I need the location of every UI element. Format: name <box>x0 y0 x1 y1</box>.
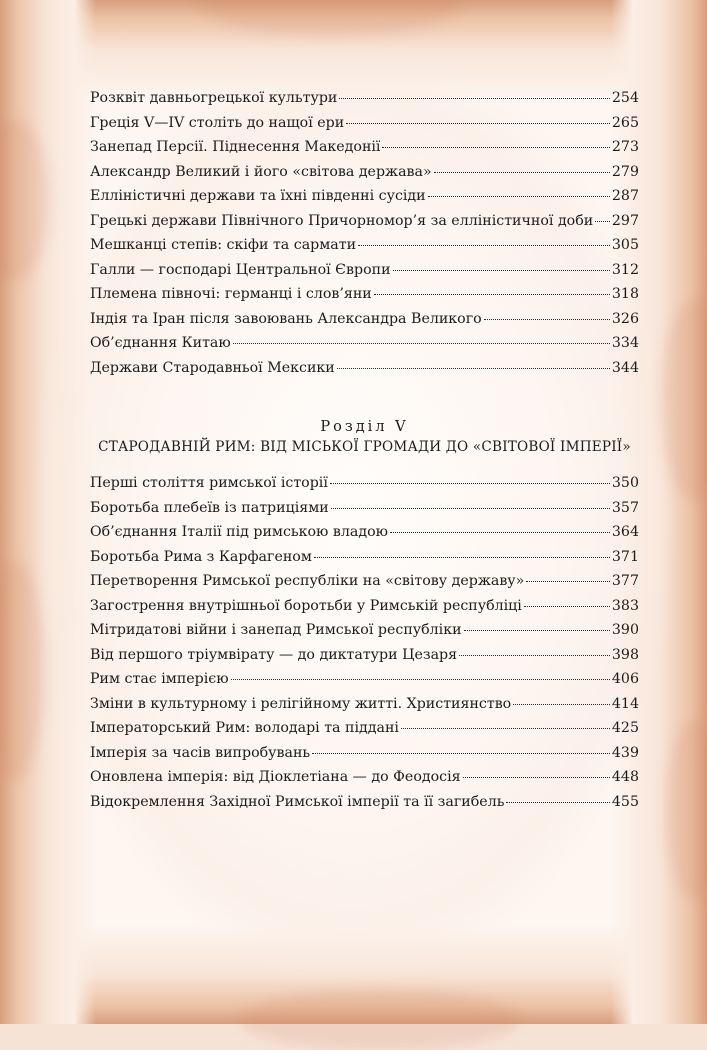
toc-entry-page-number: 398 <box>611 646 639 663</box>
toc-entry[interactable] <box>90 282 639 307</box>
toc-entry-page-number: 287 <box>611 188 639 204</box>
toc-entry[interactable] <box>90 86 639 111</box>
dot-leader <box>374 294 610 295</box>
dot-leader <box>484 319 610 320</box>
dot-leader <box>526 581 610 582</box>
toc-entry-title: Відокремлення Західної Римської імперії та її загибель <box>90 793 505 810</box>
toc-entry-title: Розквіт давньогрецької культури <box>90 90 338 106</box>
toc-entry[interactable] <box>90 594 639 619</box>
toc-entry-title: Рим стає імперією <box>90 671 229 687</box>
toc-entry[interactable] <box>90 160 639 185</box>
toc-entry-page-number: 265 <box>611 114 639 131</box>
dot-leader <box>314 557 610 558</box>
toc-entry-page-number: 364 <box>611 524 639 540</box>
toc-entry-title: Імперія за часів випробувань <box>90 744 311 761</box>
dot-leader <box>382 147 609 148</box>
toc-entry-page-number: 297 <box>611 212 639 229</box>
dot-leader <box>393 270 610 271</box>
toc-entry-page-number: 455 <box>611 793 639 810</box>
dot-leader <box>459 655 610 656</box>
toc-entry-title: Занепад Персії. Піднесення Македонії <box>90 139 381 155</box>
toc-entry-title: Об’єднання Італії під римською владою <box>90 524 388 540</box>
toc-entry-title: Боротьба плебеїв із патриціями <box>90 499 329 516</box>
toc-entry[interactable] <box>90 331 639 356</box>
toc-entry-title: Грецькі держави Північного Причорномор’я за елліністичної доби <box>90 212 594 229</box>
toc-entry-title: Держави Стародавньої Мексики <box>90 359 335 376</box>
toc-entry-page-number: 305 <box>611 237 639 253</box>
toc-entry[interactable] <box>90 307 639 332</box>
toc-entry-page-number: 371 <box>611 548 639 565</box>
toc-entry[interactable] <box>90 233 639 258</box>
dot-leader <box>595 221 610 222</box>
toc-entry-title: Александр Великий і його «світова держава» <box>90 163 432 180</box>
dot-leader <box>331 508 610 509</box>
toc-entry[interactable] <box>90 258 639 283</box>
toc-entry[interactable] <box>90 741 639 766</box>
dot-leader <box>463 777 610 778</box>
toc-entry-title: Елліністичні держави та їхні південні сусіди <box>90 188 426 204</box>
table-of-contents <box>90 86 639 814</box>
toc-entry-page-number: 448 <box>611 769 639 785</box>
toc-entry-page-number: 334 <box>611 335 639 351</box>
dot-leader <box>312 753 610 754</box>
dot-leader <box>428 196 610 197</box>
section-title: СТАРОДАВНІЙ РИМ: ВІД МІСЬКОЇ ГРОМАДИ ДО «СВІТОВОЇ ІМПЕРІЇ» <box>98 439 631 455</box>
border-stain <box>665 720 707 900</box>
dot-leader <box>346 123 610 124</box>
dot-leader <box>401 728 610 729</box>
dot-leader <box>339 98 610 99</box>
toc-entry-title: Індія та Іран після завоювань Александра Великого <box>90 310 482 327</box>
border-stain <box>240 990 520 1050</box>
toc-entry-title: Греція V—IV століть до нащої ери <box>90 114 345 131</box>
toc-entry-title: Племена півночі: германці і слов’яни <box>90 286 372 302</box>
toc-entry-title: Загострення внутрішньої боротьби у Римській республіці <box>90 597 522 614</box>
toc-entry-page-number: 318 <box>611 286 639 302</box>
toc-entry[interactable] <box>90 618 639 643</box>
toc-entry-title: Боротьба Рима з Карфагеном <box>90 548 312 565</box>
toc-entry-page-number: 357 <box>611 499 639 516</box>
toc-entry-title: Мешканці степів: скіфи та сармати <box>90 237 357 253</box>
toc-entry[interactable] <box>90 496 639 521</box>
toc-entry-page-number: 279 <box>611 163 639 180</box>
dot-leader <box>358 245 610 246</box>
toc-entry-page-number: 406 <box>611 671 639 687</box>
toc-entry-title: Галли — господарі Центральної Європи <box>90 261 391 278</box>
toc-entry-page-number: 350 <box>611 475 639 491</box>
section-heading <box>90 417 639 457</box>
dot-leader <box>231 679 610 680</box>
toc-entry-title: Зміни в культурному і релігійному житті. Християнство <box>90 695 512 712</box>
toc-entry[interactable] <box>90 184 639 209</box>
dot-leader <box>330 483 610 484</box>
dot-leader <box>233 343 610 344</box>
toc-entry[interactable] <box>90 790 639 815</box>
toc-list-part-4 <box>90 86 639 380</box>
toc-entry-page-number: 383 <box>611 597 639 614</box>
toc-entry-title: Від першого тріумвірату — до диктатури Цезаря <box>90 646 458 663</box>
toc-entry-page-number: 377 <box>611 573 639 589</box>
toc-entry-page-number: 344 <box>611 359 639 376</box>
dot-leader <box>337 368 610 369</box>
toc-entry-page-number: 425 <box>611 720 639 736</box>
toc-entry[interactable] <box>90 111 639 136</box>
toc-entry-page-number: 273 <box>611 139 639 155</box>
toc-entry[interactable] <box>90 520 639 545</box>
dot-leader <box>524 606 610 607</box>
toc-entry-title: Оновлена імперія: від Діоклетіана — до Феодосія <box>90 769 461 785</box>
toc-entry-page-number: 254 <box>611 90 639 106</box>
border-stain <box>200 0 460 35</box>
toc-entry-page-number: 414 <box>611 695 639 712</box>
dot-leader <box>434 172 610 173</box>
toc-entry-title: Об’єднання Китаю <box>90 335 231 351</box>
border-stain <box>0 560 45 780</box>
toc-entry-page-number: 326 <box>611 310 639 327</box>
toc-entry-page-number: 312 <box>611 261 639 278</box>
toc-entry[interactable] <box>90 471 639 496</box>
toc-entry[interactable] <box>90 643 639 668</box>
toc-entry[interactable] <box>90 356 639 381</box>
dot-leader <box>390 532 610 533</box>
toc-entry[interactable] <box>90 545 639 570</box>
toc-entry-title: Перші століття римської історії <box>90 475 328 491</box>
section-number: Розділ V <box>320 419 409 435</box>
toc-entry-title: Мітридатові війни і занепад Римської республіки <box>90 622 462 638</box>
dot-leader <box>513 704 610 705</box>
toc-entry[interactable] <box>90 692 639 717</box>
toc-entry-title: Імператорський Рим: володарі та піддані <box>90 720 399 736</box>
toc-entry-page-number: 390 <box>611 622 639 638</box>
toc-entry[interactable] <box>90 569 639 594</box>
border-stain <box>660 300 707 500</box>
toc-entry[interactable] <box>90 135 639 160</box>
toc-entry[interactable] <box>90 716 639 741</box>
toc-entry[interactable] <box>90 209 639 234</box>
toc-entry[interactable] <box>90 667 639 692</box>
dot-leader <box>464 630 610 631</box>
border-stain <box>0 120 50 280</box>
toc-list-part-5 <box>90 471 639 814</box>
toc-entry-title: Перетворення Римської республіки на «світову державу» <box>90 573 525 589</box>
toc-entry-page-number: 439 <box>611 744 639 761</box>
dot-leader <box>506 802 609 803</box>
toc-entry[interactable] <box>90 765 639 790</box>
